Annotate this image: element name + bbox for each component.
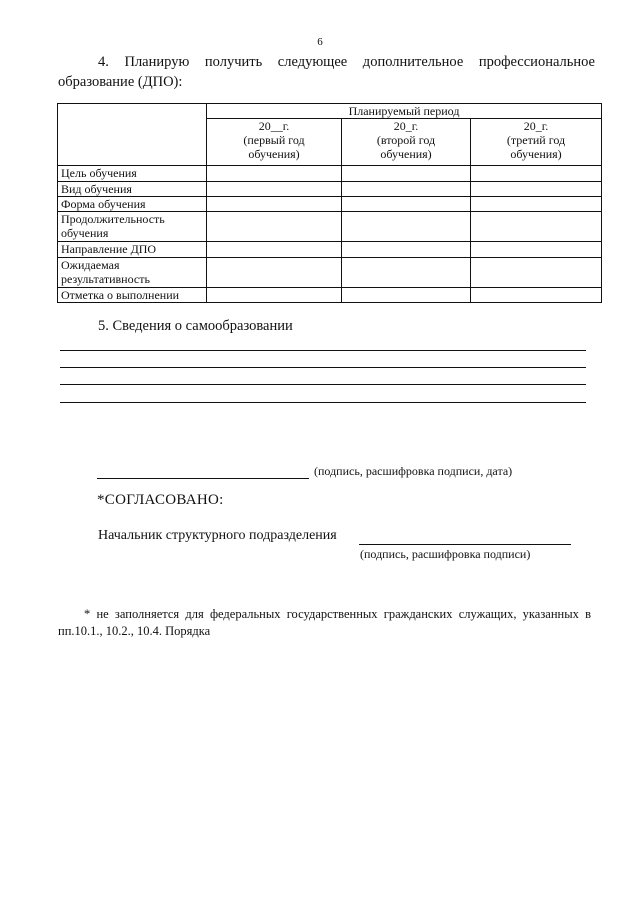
- table-cell: [342, 242, 471, 258]
- blank-line: [60, 367, 586, 368]
- footnote: * не заполняется для федеральных государственных гражданских служащих, указанных в пп.10.1., 10.2., 10.4. Порядка: [58, 607, 591, 638]
- table-cell: [207, 212, 342, 242]
- table-cell: [342, 288, 471, 303]
- agreed-label: *СОГЛАСОВАНО:: [97, 492, 224, 508]
- row-label: Ожидаемая результативность: [58, 258, 207, 288]
- table-row: [58, 242, 602, 258]
- row-label: Отметка о выполнении: [58, 288, 207, 303]
- table-row: [58, 212, 602, 242]
- row-label: Форма обучения: [58, 197, 207, 212]
- chief-signature-caption: (подпись, расшифровка подписи): [360, 547, 531, 561]
- year-1-header: 20__г. (первый год обучения): [207, 119, 342, 166]
- section-4-line-1: 4. Планирую получить следующее дополнительное профессиональное: [98, 54, 595, 70]
- table-cell: [342, 212, 471, 242]
- table-corner-cell: [58, 104, 207, 166]
- section-4-heading: [58, 52, 595, 92]
- table-cell: [471, 212, 602, 242]
- blank-line: [60, 350, 586, 351]
- table-cell: [207, 166, 342, 182]
- table-row: [58, 197, 602, 212]
- table-cell: [471, 258, 602, 288]
- table-cell: [471, 182, 602, 197]
- signature-caption: (подпись, расшифровка подписи, дата): [314, 464, 513, 478]
- dpo-plan-table: [57, 103, 602, 303]
- row-label: Направление ДПО: [58, 242, 207, 258]
- row-label: Вид обучения: [58, 182, 207, 197]
- row-label: Цель обучения: [58, 166, 207, 182]
- table-cell: [471, 166, 602, 182]
- table-cell: [471, 288, 602, 303]
- section-4-line-2: образование (ДПО):: [58, 74, 183, 90]
- row-label: Продолжительность обучения: [58, 212, 207, 242]
- table-cell: [342, 182, 471, 197]
- table-row: [58, 166, 602, 182]
- table-cell: [207, 288, 342, 303]
- chief-signature-line: [359, 544, 571, 545]
- table-cell: [207, 258, 342, 288]
- table-cell: [207, 242, 342, 258]
- signature-line: [97, 478, 309, 479]
- blank-line: [60, 402, 586, 403]
- planned-period-header: Планируемый период: [207, 104, 602, 119]
- table-cell: [342, 258, 471, 288]
- year-2-header: 20_г. (второй год обучения): [342, 119, 471, 166]
- year-3-header: 20_г. (третий год обучения): [471, 119, 602, 166]
- table-cell: [207, 182, 342, 197]
- table-cell: [342, 166, 471, 182]
- table-cell: [342, 197, 471, 212]
- table-row: [58, 258, 602, 288]
- section-5-title: 5. Сведения о самообразовании: [98, 318, 293, 334]
- table-row: [58, 288, 602, 303]
- table-cell: [471, 242, 602, 258]
- chief-label: Начальник структурного подразделения: [98, 528, 337, 543]
- page-number: 6: [317, 36, 323, 48]
- blank-line: [60, 384, 586, 385]
- table-cell: [471, 197, 602, 212]
- table-row: [58, 182, 602, 197]
- table-cell: [207, 197, 342, 212]
